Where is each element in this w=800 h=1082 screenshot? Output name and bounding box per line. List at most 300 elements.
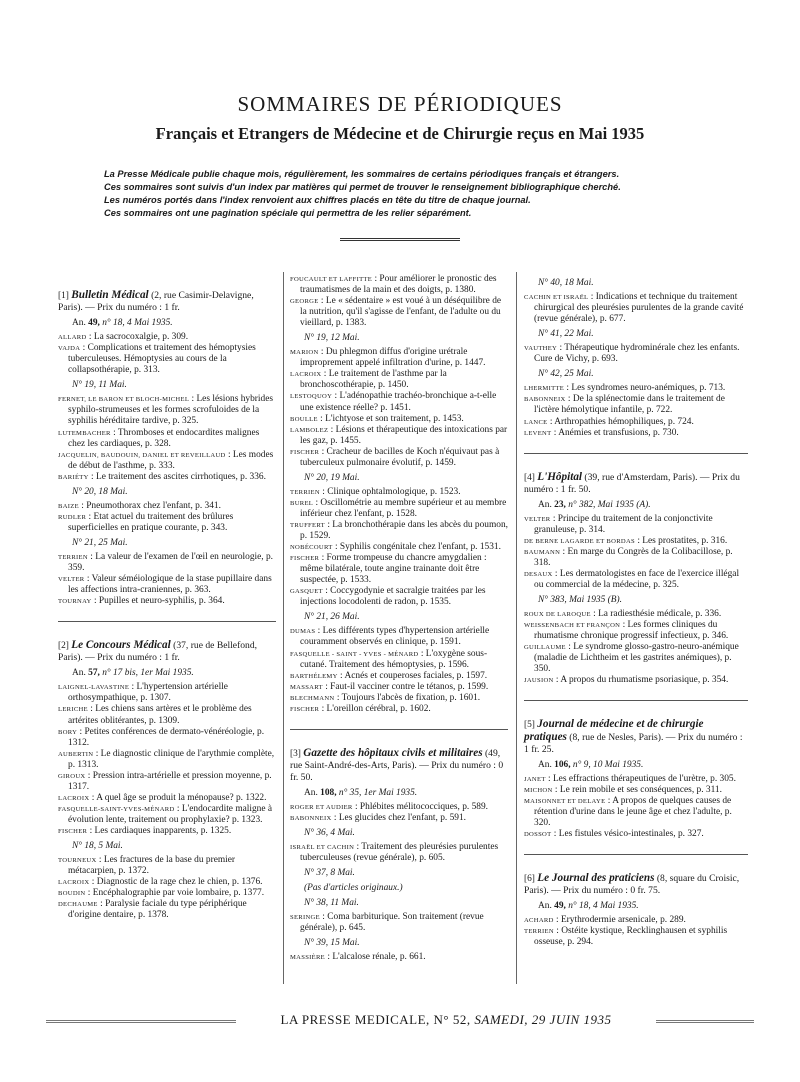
article-title: Cracheur de bacilles de Koch n'équivaut pas à tuberculeux pulmonaire évolutif, p. 1459.: [300, 446, 500, 468]
article-author: TOURNEUX: [58, 857, 97, 865]
issue-date: N° 19, 11 Mai.: [72, 380, 127, 391]
issue-line: [304, 788, 508, 799]
issue-line: [538, 901, 748, 912]
journal-name: L'Hôpital: [537, 470, 583, 483]
issue-date: n° 382, Mai 1935 (A).: [565, 499, 651, 510]
article-author: MASSIÈRE: [290, 954, 326, 962]
issue-date: n° 18, 4 Mai 1935.: [565, 901, 639, 912]
article-entry: BAIZE : Pneumothorax chez l'enfant, p. 341.: [58, 500, 221, 511]
issue-year-label: An.: [538, 499, 555, 510]
journal-address: (39, rue d'Amsterdam, Paris). — Prix du numéro : 1 fr. 50.: [524, 471, 740, 495]
journal-name: Journal de médecine et de chirurgie pratiques: [524, 718, 704, 743]
issue-line: [72, 487, 276, 498]
article-entry: ALLARD : La sacrocoxalgie, p. 309.: [58, 332, 189, 343]
section-divider: [524, 854, 748, 855]
issue-line: [538, 369, 748, 380]
article-title: La radiesthésie médicale, p. 336.: [598, 609, 722, 620]
article-author: GIROUX: [58, 772, 86, 780]
article-author: FISCHER: [290, 555, 320, 563]
article-title: Le traitement des ascites cirrhotiques, p. 336.: [95, 471, 266, 482]
article-entry: BUREL : Oscillométrie au membre supérieur et au membre inférieur chez l'enfant, p. 1528.: [290, 497, 507, 519]
article-entry: TERRIEN : Clinique ophtalmologique, p. 1523.: [290, 486, 461, 497]
article-author: LACROIX: [290, 371, 322, 379]
footer-date: SAMEDI, 29 JUIN 1935: [474, 1012, 612, 1027]
article-entry: JAUSION : A propos du rhumatisme psoriasique, p. 354.: [524, 675, 729, 686]
column-middle: [290, 274, 508, 964]
intro-block: [104, 168, 694, 220]
issue-date: n° 18, 4 Mai 1935.: [99, 318, 173, 329]
issue-date: N° 38, 11 Mai.: [304, 898, 359, 909]
article-title: Oscillométrie au membre supérieur et au membre inférieur chez l'enfant, p. 1528.: [300, 497, 507, 519]
article-entry: LUTEMBACHER : Thromboses et endocardites malignes chez les cardiaques, p. 328.: [58, 427, 260, 449]
article-author: BAIZE: [58, 502, 79, 510]
page-title: SOMMAIRES DE PÉRIODIQUES: [237, 92, 563, 116]
article-entry: LANCE : Arthropathies hémophiliques, p. 724.: [524, 416, 694, 427]
article-title: Coma barbiturique. Son traitement (revue générale), p. 645.: [300, 912, 484, 934]
issue-line: [72, 318, 276, 329]
article-title: Les syndromes neuro-anémiques, p. 713.: [571, 383, 726, 394]
article-entry: VAUTHEY : Thérapeutique hydrominérale chez les enfants. Cure de Vichy, p. 693.: [524, 343, 740, 365]
issue-date: N° 18, 5 Mai.: [72, 841, 123, 852]
issue-date: N° 21, 25 Mai.: [72, 537, 128, 548]
article-entry: TOURNAY : Pupilles et neuro-syphilis, p. 364.: [58, 596, 225, 607]
article-author: RUDLER: [58, 513, 87, 521]
article-title: Les glucides chez l'enfant, p. 591.: [338, 813, 466, 824]
article-author: GASQUET: [290, 588, 323, 596]
journal-address: (8, rue de Nesles, Paris). — Prix du numéro : 1 fr. 25.: [524, 731, 743, 755]
article-title: La valeur de l'examen de l'œil en neurologie, p. 359.: [68, 551, 274, 574]
article-title: Traitement des pleurésies purulentes tuberculeuses (revue générale), p. 605.: [300, 842, 499, 864]
article-title: Forme trompeuse du chancre amygdalien : même bilatérale, toute angine trainante doit être suspectée, p. 1533.: [300, 553, 487, 586]
issue-line: [72, 841, 276, 852]
article-author: AUBERTIN: [58, 750, 94, 758]
journal-name: Le Concours Médical: [71, 639, 171, 652]
article-author: WEISSENBACH ET FRANÇON: [524, 622, 621, 630]
article-title: Syphilis congénitale chez l'enfant, p. 1531.: [339, 542, 501, 553]
article-title: A quel âge se produit la ménopause? p. 1322.: [96, 792, 267, 803]
journal-number: [2]: [58, 641, 69, 652]
article-author: TERRIEN: [524, 928, 554, 936]
article-title: Ostéite kystique, Recklinghausen et syphilis osseuse, p. 294.: [534, 926, 728, 948]
article-entry: FISCHER : Forme trompeuse du chancre amygdalien : même bilatérale, toute angine trainante doit être suspectée, p. 1533.: [290, 553, 487, 586]
article-author: MICHON: [524, 786, 553, 794]
article-title: Du phlegmon diffus d'origine urétrale improprement appelé infiltration d'urine, p. 1447.: [300, 347, 486, 369]
article-title: Les fistules vésico-intestinales, p. 327.: [558, 828, 704, 839]
journal-number: [5]: [524, 720, 535, 731]
article-author: DUMAS: [290, 628, 316, 636]
article-author: DE BERNE LAGARDE ET BORDAS: [524, 537, 635, 545]
issue-year-label: An.: [304, 787, 321, 798]
article-title: Les formes cliniques du rhumatisme chronique progressif infectieux, p. 346.: [534, 620, 729, 642]
footer-journal: LA PRESSE MEDICALE, N° 52,: [280, 1012, 471, 1027]
article-entry: TRUFFERT : La bronchothérapie dans les abcès du poumon, p. 1529.: [290, 519, 509, 542]
section-divider: [58, 621, 276, 622]
intro-line: La Presse Médicale publie chaque mois, régulièrement, les sommaires de certains périodiques français et étrangers.: [104, 169, 620, 179]
issue-date: n° 17 bis, 1er Mai 1935.: [99, 668, 194, 679]
journal-number: [3]: [290, 748, 301, 759]
article-title: Petites conférences de dermato-vénéréologie, p. 1312.: [68, 726, 265, 748]
article-title: Les modes de début de l'asthme, p. 333.: [68, 449, 274, 471]
issue-year-label: An.: [538, 759, 555, 770]
column-rule: [283, 272, 284, 984]
issue-year-number: 49,: [554, 901, 566, 912]
article-entry: TOURNEUX : Les fractures de la base du premier métacarpien, p. 1372.: [58, 855, 236, 877]
issue-date: N° 20, 19 Mai.: [304, 472, 360, 483]
article-title: Acnés et couperoses faciales, p. 1597.: [344, 670, 488, 681]
article-author: BLECHMANN: [290, 694, 335, 702]
article-author: JAUSION: [524, 677, 554, 685]
article-entry: DE BERNE LAGARDE ET BORDAS : Les prostatites, p. 316.: [524, 535, 728, 546]
article-entry: FOUCAULT ET LAFFITTE : Pour améliorer le pronostic des traumatismes de la main et des doigts, p. 1380.: [290, 274, 497, 296]
journal-heading: [58, 290, 276, 314]
journal-address: (2, rue Casimir-Delavigne, Paris). — Prix du numéro : 1 fr.: [58, 290, 254, 314]
article-author: LACROIX: [58, 879, 90, 887]
article-title: L'adénopathie trachéo-bronchique a-t-elle une existence réelle? p. 1451.: [300, 391, 497, 413]
article-author: DECHAUME: [58, 901, 98, 909]
article-author: ISRAËL ET CACHIN: [290, 844, 355, 852]
article-entry: LHERMITTE : Les syndromes neuro-anémiques, p. 713.: [524, 383, 726, 394]
issue-line: [538, 595, 748, 606]
article-title: Arthropathies hémophiliques, p. 724.: [554, 416, 694, 427]
article-author: LERICHE: [58, 706, 88, 714]
article-author: MASSART: [290, 683, 323, 691]
double-rule-divider: [340, 238, 460, 241]
article-title: L'oxygène sous-cutané. Traitement des hémoptysies, p. 1596.: [300, 648, 488, 670]
journal-heading: [58, 640, 276, 664]
article-title: L'hypertension artérielle orthosympathique, p. 1307.: [68, 682, 228, 704]
article-author: BAUMANN: [524, 548, 561, 556]
article-author: DOSSOT: [524, 830, 552, 838]
article-title: Diagnostic de la rage chez le chien, p. 1376.: [96, 877, 263, 888]
article-title: La bronchothérapie dans les abcès du poumon, p. 1529.: [300, 519, 509, 542]
article-title: Les fractures de la base du premier métacarpien, p. 1372.: [68, 855, 236, 877]
article-entry: MARION : Du phlegmon diffus d'origine urétrale improprement appelé infiltration d'urine, p. 1447.: [290, 347, 486, 369]
article-author: ROUX DE LAROQUE: [524, 611, 591, 619]
intro-line: Les numéros portés dans l'index renvoient aux chiffres placés en tête du titre de chaque journal.: [104, 195, 531, 205]
article-author: JANET: [524, 775, 546, 783]
article-title: Coccygodynie et sacralgie traitées par les injections locodolenti de radon, p. 1535.: [300, 586, 486, 608]
article-title: La sacrocoxalgie, p. 309.: [93, 332, 189, 343]
article-entry: FISCHER : Les cardiaques inapparents, p. 1325.: [58, 825, 232, 836]
article-title: Phlébites mélitococciques, p. 589.: [359, 801, 489, 812]
article-author: DESAUX: [524, 570, 553, 578]
issue-line: [304, 898, 508, 909]
issue-line: [538, 278, 748, 289]
issue-year-label: An.: [538, 901, 555, 912]
intro-line: Ces sommaires ont une pagination spéciale qui permettra de les relier séparément.: [104, 208, 472, 218]
issue-date: N° 37, 8 Mai.: [304, 868, 355, 879]
journal-number: [6]: [524, 873, 535, 884]
column-left: [58, 290, 276, 921]
article-author: FASQUELLE-SAINT-YVES-MÉNARD: [58, 805, 175, 813]
footer-rule-left: [46, 1020, 236, 1023]
article-author: TERRIEN: [290, 488, 320, 496]
issue-date: N° 21, 26 Mai.: [304, 612, 360, 623]
article-author: BUREL: [290, 499, 314, 507]
article-author: LANCE: [524, 418, 548, 426]
article-author: FISCHER: [58, 827, 88, 835]
article-author: BOUDIN: [58, 890, 86, 898]
issue-year-number: 23,: [554, 499, 566, 510]
article-title: En marge du Congrès de la Colibacillose, p. 318.: [534, 546, 733, 568]
issue-line: [538, 329, 748, 340]
article-title: Les prostatites, p. 316.: [642, 535, 728, 546]
issue-line: [538, 760, 748, 771]
article-title: Les dermatologistes en face de l'exercice illégal ou commercial de la médecine, p. 325.: [534, 568, 740, 591]
column-rule: [516, 272, 517, 984]
issue-line: [304, 828, 508, 839]
article-author: LACROIX: [58, 794, 90, 802]
article-author: TOURNAY: [58, 598, 92, 606]
article-title: Anémies et transfusions, p. 730.: [558, 427, 679, 438]
article-author: BOULLE: [290, 415, 318, 423]
article-entry: GASQUET : Coccygodynie et sacralgie traitées par les injections locodolenti de radon, p. 1535.: [290, 586, 486, 608]
note-line: (Pas d'articles originaux.): [304, 883, 403, 894]
journal-heading: [524, 873, 748, 897]
article-entry: BAUMANN : En marge du Congrès de la Colibacillose, p. 318.: [524, 546, 733, 568]
article-author: BABONNEIX: [290, 815, 332, 823]
article-entry: SERINGE : Coma barbiturique. Son traitement (revue générale), p. 645.: [290, 912, 484, 934]
journal-name: Bulletin Médical: [71, 289, 149, 301]
article-title: Valeur séméiologique de la stase pupillaire dans les affections intra-craniennes, p. 363.: [68, 574, 272, 596]
article-title: Les lésions hybrides syphilo-strumeuses et les formes scrofuloides de la syphilis héréditaire tardive, p. 325.: [68, 394, 274, 427]
article-author: NOBÉCOURT: [290, 544, 333, 552]
article-entry: ROGER ET AUDIER : Phlébites mélitococciques, p. 589.: [290, 801, 489, 812]
article-title: Le traitement de l'asthme par la bronchoscothérapie, p. 1450.: [300, 369, 447, 391]
article-title: Les cardiaques inapparents, p. 1325.: [94, 825, 232, 836]
article-entry: BARTHÉLEMY : Acnés et couperoses faciales, p. 1597.: [290, 670, 488, 681]
article-title: L'endocardite maligne à évolution lente, traitement ou prophylaxie? p. 1323.: [68, 803, 273, 825]
article-entry: MASSART : Faut-il vacciner contre le tétanos, p. 1599.: [290, 681, 489, 692]
article-title: De la splénectomie dans le traitement de l'ictère hémolytique infantile, p. 722.: [534, 394, 725, 416]
article-entry: JACQUELIN, BAUDOUIN, DANIEL ET REVEILLAUD : Les modes de début de l'asthme, p. 333.: [58, 449, 274, 471]
article-entry: GUILLAUME : Le syndrome glosso-gastro-neuro-anémique (maladie de Lichtheim et les gastrites anémiques), p. 350.: [524, 642, 739, 675]
article-title: Pneumothorax chez l'enfant, p. 341.: [86, 500, 221, 511]
article-title: Encéphalographie par voie lombaire, p. 1377.: [92, 888, 265, 899]
article-entry: LESTOQUOY : L'adénopathie trachéo-bronchique a-t-elle une existence réelle? p. 1451.: [290, 391, 497, 413]
article-entry: DOSSOT : Les fistules vésico-intestinales, p. 327.: [524, 828, 704, 839]
journal-number: [1]: [58, 291, 69, 301]
article-entry: BABONNEIX : Les glucides chez l'enfant, p. 591.: [290, 813, 466, 824]
article-title: Pression intra-artérielle et pression moyenne, p. 1317.: [68, 770, 272, 792]
article-entry: RUDLER : Etat actuel du traitement des brûlures superficielles en pratique courante, p. 343.: [58, 511, 234, 533]
intro-line: Ces sommaires sont suivis d'un index par matières qui permet de trouver le renseignement bibliographique cherché.: [104, 182, 621, 192]
article-title: Thérapeutique hydrominérale chez les enfants. Cure de Vichy, p. 693.: [534, 343, 740, 365]
article-author: FISCHER: [290, 448, 320, 456]
journal-name: Le Journal des praticiens: [537, 871, 655, 884]
section-divider: [524, 453, 748, 454]
article-title: Les effractions thérapeutiques de l'urètre, p. 305.: [552, 773, 736, 784]
article-entry: MICHON : Le rein mobile et ses conséquences, p. 311.: [524, 784, 722, 795]
article-title: Paralysie faciale du type périphérique d'origine dentaire, p. 1378.: [68, 899, 247, 921]
issue-line: [72, 668, 276, 679]
article-author: TRUFFERT: [290, 521, 325, 529]
article-author: LAIGNEL-LAVASTINE: [58, 684, 130, 692]
article-author: FASQUELLE - SAINT - YVES - MÉNARD: [290, 650, 419, 658]
article-entry: BARIÉTY : Le traitement des ascites cirrhotiques, p. 336.: [58, 471, 266, 482]
article-entry: ISRAËL ET CACHIN : Traitement des pleurésies purulentes tuberculeuses (revue générale), p. 605.: [290, 842, 499, 864]
article-author: CACHIN ET ISRAËL: [524, 294, 589, 302]
article-author: LUTEMBACHER: [58, 429, 111, 437]
article-entry: VELTER : Valeur séméiologique de la stase pupillaire dans les affections intra-craniennes, p. 363.: [58, 574, 272, 596]
article-author: TERRIEN: [58, 553, 88, 561]
issue-line: [538, 500, 748, 511]
article-title: A propos de quelques causes de rétention d'urine dans le jeune âge et chez l'adulte, p. 320.: [534, 795, 732, 828]
issue-date: N° 39, 15 Mai.: [304, 938, 360, 949]
article-title: L'ichtyose et son traitement, p. 1453.: [325, 413, 464, 424]
article-author: GEORGE: [290, 298, 319, 306]
article-entry: BOUDIN : Encéphalographie par voie lombaire, p. 1377.: [58, 888, 265, 899]
article-title: Le diagnostic clinique de l'arythmie complète, p. 1313.: [68, 748, 275, 770]
article-author: LAMBOLEZ: [290, 426, 329, 434]
article-title: L'alcalose rénale, p. 661.: [332, 952, 426, 963]
article-entry: FISCHER : L'oreillon cérébral, p. 1602.: [290, 703, 431, 714]
article-title: Pupilles et neuro-syphilis, p. 364.: [98, 596, 225, 607]
journal-address: (49, rue Saint-André-des-Arts, Paris). — Prix du numéro : 0 fr. 50.: [290, 747, 504, 783]
article-title: Le syndrome glosso-gastro-neuro-anémique (maladie de Lichtheim et les gastrites anémiques), p. 350.: [534, 642, 739, 675]
issue-date: N° 383, Mai 1935 (B).: [538, 595, 622, 606]
article-title: Indications et technique du traitement chirurgical des pleurésies purulentes de la grande cavité (revue générale), p. 677.: [534, 292, 744, 325]
article-entry: BLECHMANN : Toujours l'abcès de fixation, p. 1601.: [290, 692, 481, 703]
article-entry: BABONNEIX : De la splénectomie dans le traitement de l'ictère hémolytique infantile, p. 722.: [524, 394, 725, 416]
page-footer: [46, 1012, 754, 1029]
article-entry: LAIGNEL-LAVASTINE : L'hypertension artérielle orthosympathique, p. 1307.: [58, 682, 228, 704]
footer-text: [246, 1012, 646, 1028]
article-entry: VELTER : Principe du traitement de la conjonctivite granuleuse, p. 314.: [524, 513, 713, 535]
article-author: SERINGE: [290, 914, 320, 922]
article-title: Thromboses et endocardites malignes chez les cardiaques, p. 328.: [68, 427, 260, 449]
article-entry: ROUX DE LAROQUE : La radiesthésie médicale, p. 336.: [524, 609, 722, 620]
journal-name: Gazette des hôpitaux civils et militaires: [303, 746, 483, 759]
article-entry: FASQUELLE-SAINT-YVES-MÉNARD : L'endocardite maligne à évolution lente, traitement ou prophylaxie? p. 1323.: [58, 803, 273, 825]
article-author: GUILLAUME: [524, 644, 566, 652]
article-title: L'oreillon cérébral, p. 1602.: [326, 703, 431, 714]
issue-date: N° 36, 4 Mai.: [304, 828, 355, 839]
article-entry: WEISSENBACH ET FRANÇON : Les formes cliniques du rhumatisme chronique progressif infectieux, p. 346.: [524, 620, 729, 642]
article-title: A propos du rhumatisme psoriasique, p. 354.: [560, 675, 729, 686]
issue-year-number: 49,: [88, 318, 100, 329]
footer-rule-right: [656, 1020, 754, 1023]
article-author: BARIÉTY: [58, 473, 89, 481]
article-author: LHERMITTE: [524, 385, 565, 393]
article-title: Clinique ophtalmologique, p. 1523.: [327, 486, 461, 497]
article-entry: LEVENT : Anémies et transfusions, p. 730.: [524, 427, 679, 438]
article-entry: BORY : Petites conférences de dermato-vénéréologie, p. 1312.: [58, 726, 265, 748]
article-title: Erythrodermie arsenicale, p. 289.: [560, 915, 686, 926]
article-author: VELTER: [58, 576, 85, 584]
issue-line: [304, 473, 508, 484]
issue-line: [72, 538, 276, 549]
article-author: ROGER ET AUDIER: [290, 803, 353, 811]
article-entry: NOBÉCOURT : Syphilis congénitale chez l'enfant, p. 1531.: [290, 542, 501, 553]
article-entry: AUBERTIN : Le diagnostic clinique de l'arythmie complète, p. 1313.: [58, 748, 275, 770]
issue-line: [304, 938, 508, 949]
article-entry: LACROIX : Diagnostic de la rage chez le chien, p. 1376.: [58, 877, 263, 888]
issue-line: [304, 333, 508, 344]
article-title: Complications et traitement des hémoptysies tuberculeuses. Hémoptysies au cours de la collapsothérapie, p. 313.: [68, 343, 256, 376]
issue-date: N° 19, 12 Mai.: [304, 333, 360, 344]
article-title: Pour améliorer le pronostic des traumatismes de la main et des doigts, p. 1380.: [300, 274, 497, 296]
article-entry: DUMAS : Les différents types d'hypertension artérielle couramment observés en clinique, p. 1591.: [290, 626, 490, 648]
article-title: Les différents types d'hypertension artérielle couramment observés en clinique, p. 1591.: [300, 626, 490, 648]
issue-year-label: An.: [72, 318, 89, 329]
article-entry: GIROUX : Pression intra-artérielle et pression moyenne, p. 1317.: [58, 770, 272, 792]
article-entry: TERRIEN : La valeur de l'examen de l'œil en neurologie, p. 359.: [58, 551, 274, 574]
issue-date: N° 40, 18 Mai.: [538, 278, 594, 288]
article-author: MAISONNET ET DELAYE: [524, 797, 606, 805]
journal-heading: [524, 472, 748, 496]
journal-number: [4]: [524, 472, 535, 483]
issue-line: [304, 612, 508, 623]
issue-date: N° 41, 22 Mai.: [538, 329, 594, 340]
article-author: LESTOQUOY: [290, 393, 333, 401]
article-title: Toujours l'abcès de fixation, p. 1601.: [341, 692, 481, 703]
issue-line: [304, 868, 508, 879]
article-author: BORY: [58, 728, 78, 736]
page-subtitle: Français et Etrangers de Médecine et de Chirurgie reçus en Mai 1935: [155, 124, 645, 143]
article-title: Les chiens sans artères et le problème des artérites oblitérantes, p. 1309.: [68, 704, 252, 726]
issue-year-number: 106,: [554, 759, 571, 770]
article-author: BARTHÉLEMY: [290, 672, 338, 680]
section-divider: [290, 729, 508, 730]
article-entry: TERRIEN : Ostéite kystique, Recklinghausen et syphilis osseuse, p. 294.: [524, 926, 728, 948]
issue-date: N° 20, 18 Mai.: [72, 486, 128, 497]
article-entry: FERNET, LE BARON ET BLOCH-MICHEL : Les lésions hybrides syphilo-strumeuses et les formes scrofuloides de la syphilis héréditaire tardive, p. 325.: [58, 394, 274, 427]
article-author: VELTER: [524, 515, 551, 523]
article-title: Le « sédentaire » est voué à un déséquilibre de la nutrition, qu'il s'agisse de l'enfant, de l'adulte ou du vieillard, p. 1383.: [300, 296, 502, 329]
article-entry: CACHIN ET ISRAËL : Indications et technique du traitement chirurgical des pleurésies purulentes de la grande cavité (revue générale), p. 677.: [524, 292, 744, 325]
article-author: VAUTHEY: [524, 345, 558, 353]
article-entry: FISCHER : Cracheur de bacilles de Koch n'équivaut pas à tuberculeux pulmonaire évolutif, p. 1459.: [290, 446, 500, 468]
article-title: Faut-il vacciner contre le tétanos, p. 1599.: [330, 681, 489, 692]
journal-heading: [290, 748, 508, 784]
section-divider: [524, 700, 748, 701]
issue-date: N° 42, 25 Mai.: [538, 369, 594, 380]
article-author: VAJDA: [58, 345, 81, 353]
issue-line: [72, 380, 276, 391]
article-entry: JANET : Les effractions thérapeutiques de l'urètre, p. 305.: [524, 773, 736, 784]
article-title: Lésions et thérapeutique des intoxications par les gaz, p. 1455.: [300, 424, 508, 446]
journal-address: (8, square du Croisic, Paris). — Prix du numéro : 0 fr. 75.: [524, 872, 740, 896]
article-entry: FASQUELLE - SAINT - YVES - MÉNARD : L'oxygène sous-cutané. Traitement des hémoptysies, p. 1596.: [290, 648, 488, 670]
article-title: Etat actuel du traitement des brûlures superficielles en pratique courante, p. 343.: [68, 511, 234, 533]
journal-address: (37, rue de Bellefond, Paris). — Prix du numéro : 1 fr.: [58, 640, 258, 664]
article-author: JACQUELIN, BAUDOUIN, DANIEL ET REVEILLAUD: [58, 451, 226, 459]
issue-year-number: 108,: [320, 787, 337, 798]
article-title: Le rein mobile et ses conséquences, p. 311.: [559, 784, 722, 795]
issue-date: n° 9, 10 Mai 1935.: [570, 759, 644, 770]
issue-date: n° 35, 1er Mai 1935.: [336, 787, 418, 798]
article-author: ALLARD: [58, 334, 87, 342]
article-author: FOUCAULT ET LAFFITTE: [290, 276, 373, 283]
article-entry: VAJDA : Complications et traitement des hémoptysies tuberculeuses. Hémoptysies au cours de la collapsothérapie, p. 313.: [58, 343, 256, 376]
issue-year-number: 57,: [88, 668, 100, 679]
article-entry: LERICHE : Les chiens sans artères et le problème des artérites oblitérantes, p. 1309.: [58, 704, 252, 726]
article-entry: LAMBOLEZ : Lésions et thérapeutique des intoxications par les gaz, p. 1455.: [290, 424, 508, 446]
article-entry: LACROIX : A quel âge se produit la ménopause? p. 1322.: [58, 792, 267, 803]
article-entry: ACHARD : Erythrodermie arsenicale, p. 289.: [524, 915, 686, 926]
article-entry: GEORGE : Le « sédentaire » est voué à un déséquilibre de la nutrition, qu'il s'agisse de l'enfant, de l'adulte ou du vieillard, p. 1383.: [290, 296, 502, 329]
article-author: MARION: [290, 349, 319, 357]
article-entry: DESAUX : Les dermatologistes en face de l'exercice illégal ou commercial de la médecine, p. 325.: [524, 568, 740, 591]
issue-year-label: An.: [72, 668, 89, 679]
journal-heading: [524, 719, 748, 755]
article-entry: DECHAUME : Paralysie faciale du type périphérique d'origine dentaire, p. 1378.: [58, 899, 247, 921]
article-author: LEVENT: [524, 429, 552, 437]
article-title: Principe du traitement de la conjonctivite granuleuse, p. 314.: [534, 513, 713, 535]
article-author: BABONNEIX: [524, 396, 566, 404]
article-author: FISCHER: [290, 705, 320, 713]
